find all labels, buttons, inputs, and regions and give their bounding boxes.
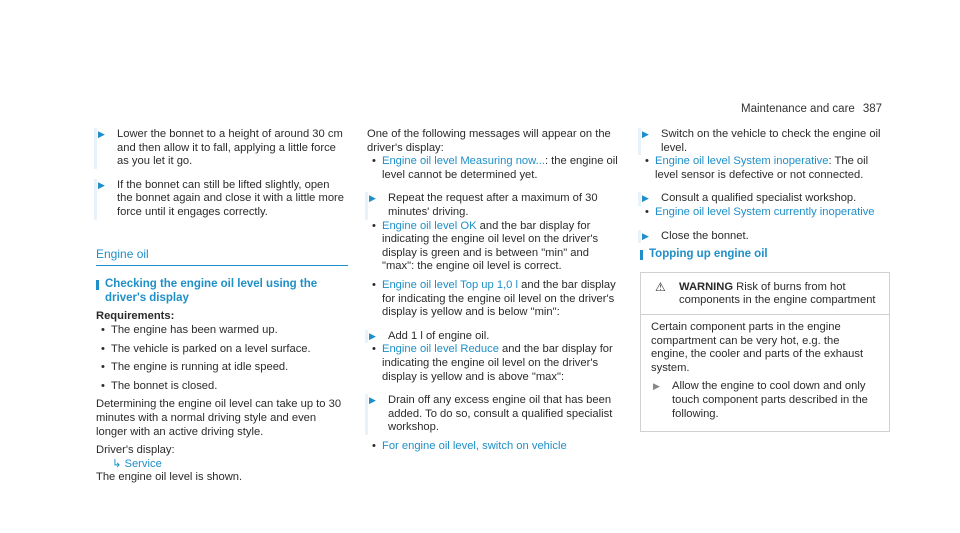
display-label: Driver's display: — [96, 444, 175, 457]
message-link: Engine oil level Top up 1,0 l — [382, 278, 519, 291]
bullet-icon: • — [101, 342, 105, 355]
step-item — [96, 179, 348, 220]
step-arrow-icon: ▶ — [653, 381, 660, 392]
bullet-icon: • — [645, 155, 649, 168]
step-arrow-icon: ▶ — [642, 230, 649, 241]
message-link: Engine oil level Measuring now... — [382, 155, 545, 168]
step-arrow-icon: ▶ — [369, 395, 376, 406]
page-number: 387 — [862, 103, 882, 115]
warning-label: WARNING — [679, 280, 734, 293]
section-title-engine-oil: Engine oil — [96, 248, 348, 267]
service-link: Service — [124, 457, 162, 470]
bullet-icon: • — [372, 439, 376, 452]
bullet-icon: • — [101, 361, 105, 374]
message-link: Engine oil level System inoperative — [655, 155, 829, 168]
subsection-title: Topping up engine oil — [640, 248, 890, 262]
service-menu-path — [96, 458, 348, 472]
column-1 — [96, 128, 348, 485]
step-arrow-icon: ▶ — [98, 129, 105, 139]
list-item: • The bonnet is closed. — [101, 379, 218, 392]
step-item: ▶ Repeat the request after a maximum of 30 minutes' driving. — [367, 192, 620, 219]
result-text: The engine oil level is shown. — [96, 471, 243, 484]
step-arrow-icon: ▶ — [98, 179, 105, 190]
message-link: Engine oil level System currently inoperative — [655, 205, 875, 218]
message-item: • Engine oil level System inoperative: The oil level sensor is defective or not connected. — [645, 155, 869, 181]
column-2 — [367, 128, 620, 453]
bullet-icon: • — [372, 278, 376, 291]
step-item: ▶ Consult a qualified specialist workshop. — [640, 192, 890, 206]
warning-box — [640, 272, 890, 432]
column-3 — [640, 128, 890, 432]
step-item: ▶ Switch on the vehicle to check the engine oil level. — [640, 128, 890, 155]
submenu-arrow-icon: ↳ — [112, 457, 122, 470]
step-arrow-icon: ▶ — [642, 129, 649, 139]
subsection-marker-icon — [640, 250, 643, 260]
message-item: • Engine oil level Measuring now...: the engine oil level cannot be determined yet. — [372, 155, 618, 181]
message-item — [367, 440, 620, 454]
step-text: If the bonnet can still be lifted slightly, open the bonnet again and close it with a little more force until it engages correctly. — [117, 178, 344, 218]
step-item — [96, 128, 348, 169]
list-item: • The engine has been warmed up. — [101, 323, 278, 336]
description-text: Determining the engine oil level can take up to 30 minutes with a normal driving style and even longer with an active driving style. — [96, 398, 342, 438]
step-item: ▶ Add 1 l of engine oil. — [367, 330, 620, 344]
step-item: ▶ Allow the engine to cool down and only touch component parts described in the following. — [653, 380, 868, 420]
warning-header: ⚠ WARNING Risk of burns from hot components in the engine compartment — [655, 279, 876, 307]
step-item: ▶ Drain off any excess engine oil that has been added. To do so, consult a qualified specialist workshop. — [367, 394, 620, 435]
step-arrow-icon: ▶ — [369, 330, 376, 341]
list-item: • The engine is running at idle speed. — [101, 361, 289, 374]
step-text: Lower the bonnet to a height of around 30 cm and then allow it to fall, applying a little force as you let it go. — [117, 128, 343, 168]
subsection-marker-icon — [96, 280, 99, 290]
header-section: Maintenance and care — [741, 103, 855, 115]
subsection-title: Checking the engine oil level using the driver's display — [96, 278, 348, 305]
bullet-icon: • — [372, 155, 376, 168]
warning-icon: ⚠ — [655, 279, 666, 294]
warning-body: Certain component parts in the engine compartment can be very hot, e.g. the engine, the cooler and parts of the exhaust system. — [651, 320, 864, 374]
page-header — [741, 103, 882, 117]
message-item: • Engine oil level Top up 1,0 l and the bar display for indicating the engine oil level on the driver's display is yellow and is below "min": — [372, 278, 616, 319]
message-item — [640, 206, 890, 220]
message-link: Engine oil level Reduce — [382, 343, 499, 356]
bullet-icon: • — [372, 219, 376, 232]
message-link: Engine oil level OK — [382, 219, 477, 232]
bullet-icon: • — [645, 205, 649, 218]
requirements-label: Requirements: — [96, 310, 175, 323]
bullet-icon: • — [101, 323, 105, 336]
step-item: ▶ Close the bonnet. — [640, 230, 890, 244]
message-item: • Engine oil level OK and the bar display for indicating the engine oil level on the driver's display is green and is between "min" and "max": the engine oil level is correct. — [372, 219, 599, 273]
intro-text: One of the following messages will appear on the driver's display: — [367, 128, 611, 154]
message-link: For engine oil level, switch on vehicle — [382, 439, 567, 452]
step-arrow-icon: ▶ — [369, 193, 376, 204]
bullet-icon: • — [372, 343, 376, 356]
list-item: • The vehicle is parked on a level surface. — [101, 342, 311, 355]
step-arrow-icon: ▶ — [642, 193, 649, 204]
bullet-icon: • — [101, 379, 105, 392]
message-item: • Engine oil level Reduce and the bar display for indicating the engine oil level on the driver's display is yellow and is above "max": — [372, 343, 613, 383]
